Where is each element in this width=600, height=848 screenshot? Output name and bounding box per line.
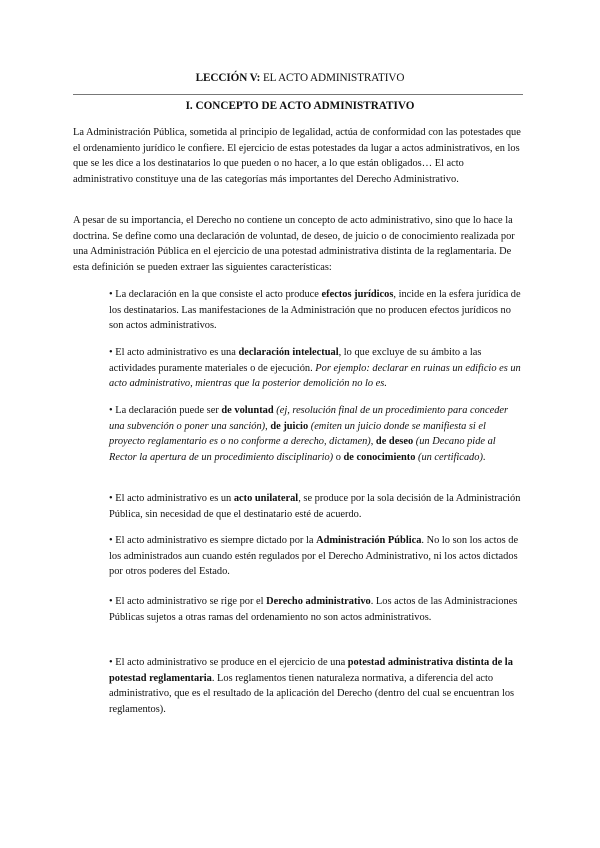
list-item: • El acto administrativo es un acto unilateral, se produce por la sola decisión de la Administración Pública, sin necesidad de que el destinatario esté de acuerdo. xyxy=(109,493,521,520)
key-term: de juicio xyxy=(270,420,309,432)
key-term: Derecho administrativo xyxy=(266,596,371,607)
key-term: de voluntad xyxy=(221,405,274,416)
list-item: • El acto administrativo es siempre dictado por la Administración Pública. No lo son los actos de los administrados aun cuando estén regulados por el Derecho Administrativo, ni los actos dictados por otros poderes del Estado. xyxy=(109,535,519,578)
example-text: (ej, resolución final de un procedimiento para conceder una subvención o poner una sanción) xyxy=(109,405,509,432)
list-item: • El acto administrativo se produce en el ejercicio de una potestad administrativa distinta de la potestad reglamentaria. Los reglamentos tienen naturaleza normativa, a diferencia del acto administrativo, que es el resultado de la aplicación del Derecho (dentro del cual se encuentran los reglamentos). xyxy=(109,657,515,715)
key-term: de conocimiento xyxy=(343,451,416,463)
list-item: • La declaración puede ser de voluntad (ej, resolución final de un procedimiento para conceder una subvención o poner una sanción), de juicio (emiten un juicio donde se manifiesta si el proyecto reglamentario es o no conforme a derecho, dictamen), de deseo (un Decano pide al Rector la apertura de un procedimiento disciplinario) o de conocimiento (un certificado). xyxy=(109,405,509,463)
lesson-name: EL ACTO ADMINISTRATIVO xyxy=(260,72,405,84)
intro-paragraph: La Administración Pública, sometida al principio de legalidad, actúa de conformidad con las potestades que el ordenamiento jurídico le confiere. El ejercicio de estas potestades da lugar a actos administrativos, en los que se les dice a los destinatarios lo que pueden o no hacer, a lo que están obligados… El acto administrativo constituye una de las categorías más importantes del Derecho Administrativo. xyxy=(73,127,521,185)
key-term: de deseo xyxy=(375,436,414,448)
list-item: • El acto administrativo es una declaración intelectual, lo que excluye de su ámbito a las actividades puramente materiales o de ejecución. Por ejemplo: declarar en ruinas un edificio es un acto administrativo, mientras que la posterior demolición no lo es. xyxy=(109,347,521,390)
key-term: efectos jurídicos xyxy=(321,289,394,300)
key-term: acto unilateral xyxy=(233,493,299,504)
list-item: • La declaración en la que consiste el acto produce efectos jurídicos, incide en la esfera jurídica de los destinatarios. Las manifestaciones de la Administración que no producen efectos jurídicos no son actos administrativos. xyxy=(109,289,521,332)
definition-paragraph: A pesar de su importancia, el Derecho no contiene un concepto de acto administrativo, sino que lo hace la doctrina. Se define como una declaración de voluntad, de deseo, de juicio o de conocimiento realizada por una Administración Pública en el ejercicio de una potestad administrativa distinta de la reglamentaria. De esta definición se pueden extraer las siguientes características: xyxy=(73,215,515,273)
example-text: (un Decano pide al Rector la apertura de un procedimiento disciplinario) xyxy=(109,436,496,463)
list-item: • El acto administrativo se rige por el Derecho administrativo. Los actos de las Administraciones Públicas sujetos a otras ramas del ordenamiento no son actos administrativos. xyxy=(109,596,518,623)
example-text: (un certificado) xyxy=(415,451,483,463)
key-term: declaración intelectual xyxy=(238,347,339,358)
lesson-label: LECCIÓN V: xyxy=(195,72,261,84)
key-term: potestad administrativa distinta de la potestad reglamentaria xyxy=(109,657,513,684)
lesson-title xyxy=(0,71,600,87)
section-title: I. CONCEPTO DE ACTO ADMINISTRATIVO xyxy=(185,100,415,112)
key-term: Administración Pública xyxy=(316,535,422,546)
example-text: (emiten un juicio donde se manifiesta si el proyecto reglamentario es o no conforme a derecho, dictamen) xyxy=(109,420,486,448)
title-divider xyxy=(73,94,523,95)
example-text: Por ejemplo: declarar en ruinas un edificio es un acto administrativo, mientras que la posterior demolición no lo es. xyxy=(109,362,521,390)
